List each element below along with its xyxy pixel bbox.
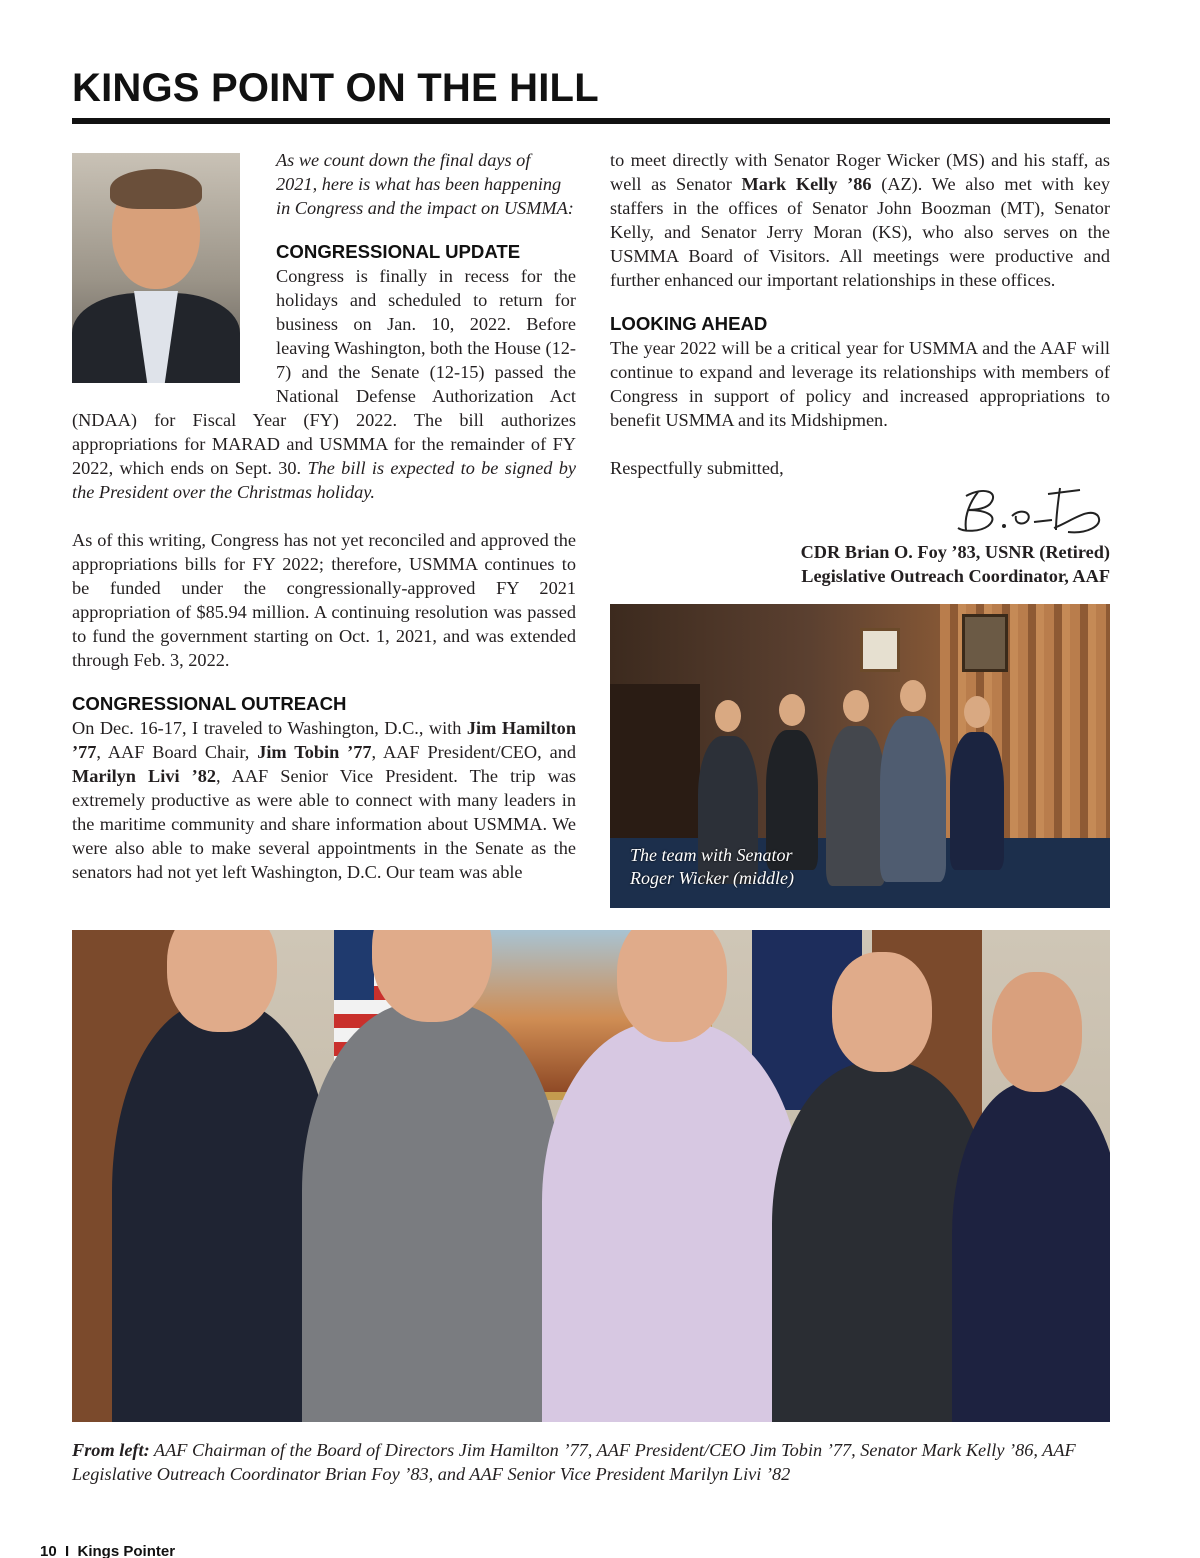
name-jim-hamilton: Jim Hamilton ’77 <box>72 718 576 762</box>
handwritten-signature <box>940 482 1110 538</box>
group-photo-caption: From left: AAF Chairman of the Board of Directors Jim Hamilton ’77, AAF President/CEO Jim Tobin ’77, Senator Mark Kelly ’86, AAF Legislative Outreach Coordinator Brian Foy ’83, and AAF Senior Vice President Marilyn Livi ’82 <box>72 1440 1076 1484</box>
name-marilyn-livi: Marilyn Livi ’82 <box>72 766 216 786</box>
heading-congressional-update: CONGRESSIONAL UPDATE <box>276 241 521 262</box>
intro-text: As we count down the final days of 2021, here is what has been happening in Congress and the impact on USMMA: <box>276 150 574 218</box>
update-paragraph: Congress is finally in recess for the holidays and scheduled to return for business on Jan. 10, 2022. Before leaving Washington, both the House (12-7) and the Senate (12-15) passed the National Defense Authorization Act (NDAA) for Fiscal Year (FY) 2022. The bill authorizes appropriations for MARAD and USMMA for the remainder of FY 2022, which ends on Sept. 30. The bill is expected to be signed by the President over the Christmas holiday. <box>72 266 577 502</box>
title-rule <box>72 118 1110 124</box>
author-portrait-photo <box>72 153 240 383</box>
signer-name: CDR Brian O. Foy ’83, USNR (Retired) <box>800 542 1110 562</box>
looking-ahead-paragraph: The year 2022 will be a critical year for USMMA and the AAF will continue to expand and leverage its relationships with members of Congress in support of policy and increased appropriations to benefit USMMA and its Midshipmen. <box>610 338 1110 430</box>
right-column <box>610 148 1110 588</box>
closing-line: Respectfully submitted, <box>610 458 784 478</box>
page-title: KINGS POINT ON THE HILL <box>72 66 599 110</box>
team-photo-senator-wicker <box>610 604 1110 908</box>
left-column <box>72 148 576 884</box>
name-mark-kelly: Mark Kelly ’86 <box>741 174 872 194</box>
name-jim-tobin: Jim Tobin ’77 <box>257 742 372 762</box>
heading-congressional-outreach: CONGRESSIONAL OUTREACH <box>72 693 347 714</box>
group-photo-senator-kelly <box>72 930 1110 1422</box>
outreach-continued-paragraph: to meet directly with Senator Roger Wicker (MS) and his staff, as well as Senator Mark Kelly ’86 (AZ). We also met with key staffers in the offices of Senator John Boozman (MT), Senator Kelly, and Senator Jerry Moran (KS), who also serves on the USMMA Board of Visitors. All meetings were productive and further enhanced our important relationships in these offices. <box>610 150 1110 290</box>
update-italic-note: The bill is expected to be signed by the President over the Christmas holiday. <box>72 458 577 502</box>
team-photo-caption: The team with Senator Roger Wicker (middle) <box>630 845 794 888</box>
signer-title: Legislative Outreach Coordinator, AAF <box>801 566 1110 586</box>
caption-lead: From left: <box>72 1440 150 1460</box>
appropriations-paragraph: As of this writing, Congress has not yet reconciled and approved the appropriations bills for FY 2022; therefore, USMMA continues to be funded under the congressionally-approved FY 2021 appropriation of $85.94 million. A continuing resolution was passed to fund the government starting on Oct. 1, 2021, and was extended through Feb. 3, 2022. <box>72 530 576 670</box>
heading-looking-ahead: LOOKING AHEAD <box>610 313 768 334</box>
outreach-paragraph: On Dec. 16-17, I traveled to Washington, D.C., with Jim Hamilton ’77, AAF Board Chair, Jim Tobin ’77, AAF President/CEO, and Marilyn Livi ’82, AAF Senior Vice President. The trip was extremely productive as were able to connect with many leaders in the maritime community and share information about USMMA. We were also able to make several appointments in the Senate as the senators had not yet left Washington, D.C. Our team was able <box>72 718 576 882</box>
page-folio: 10 I Kings Pointer <box>40 1543 176 1558</box>
